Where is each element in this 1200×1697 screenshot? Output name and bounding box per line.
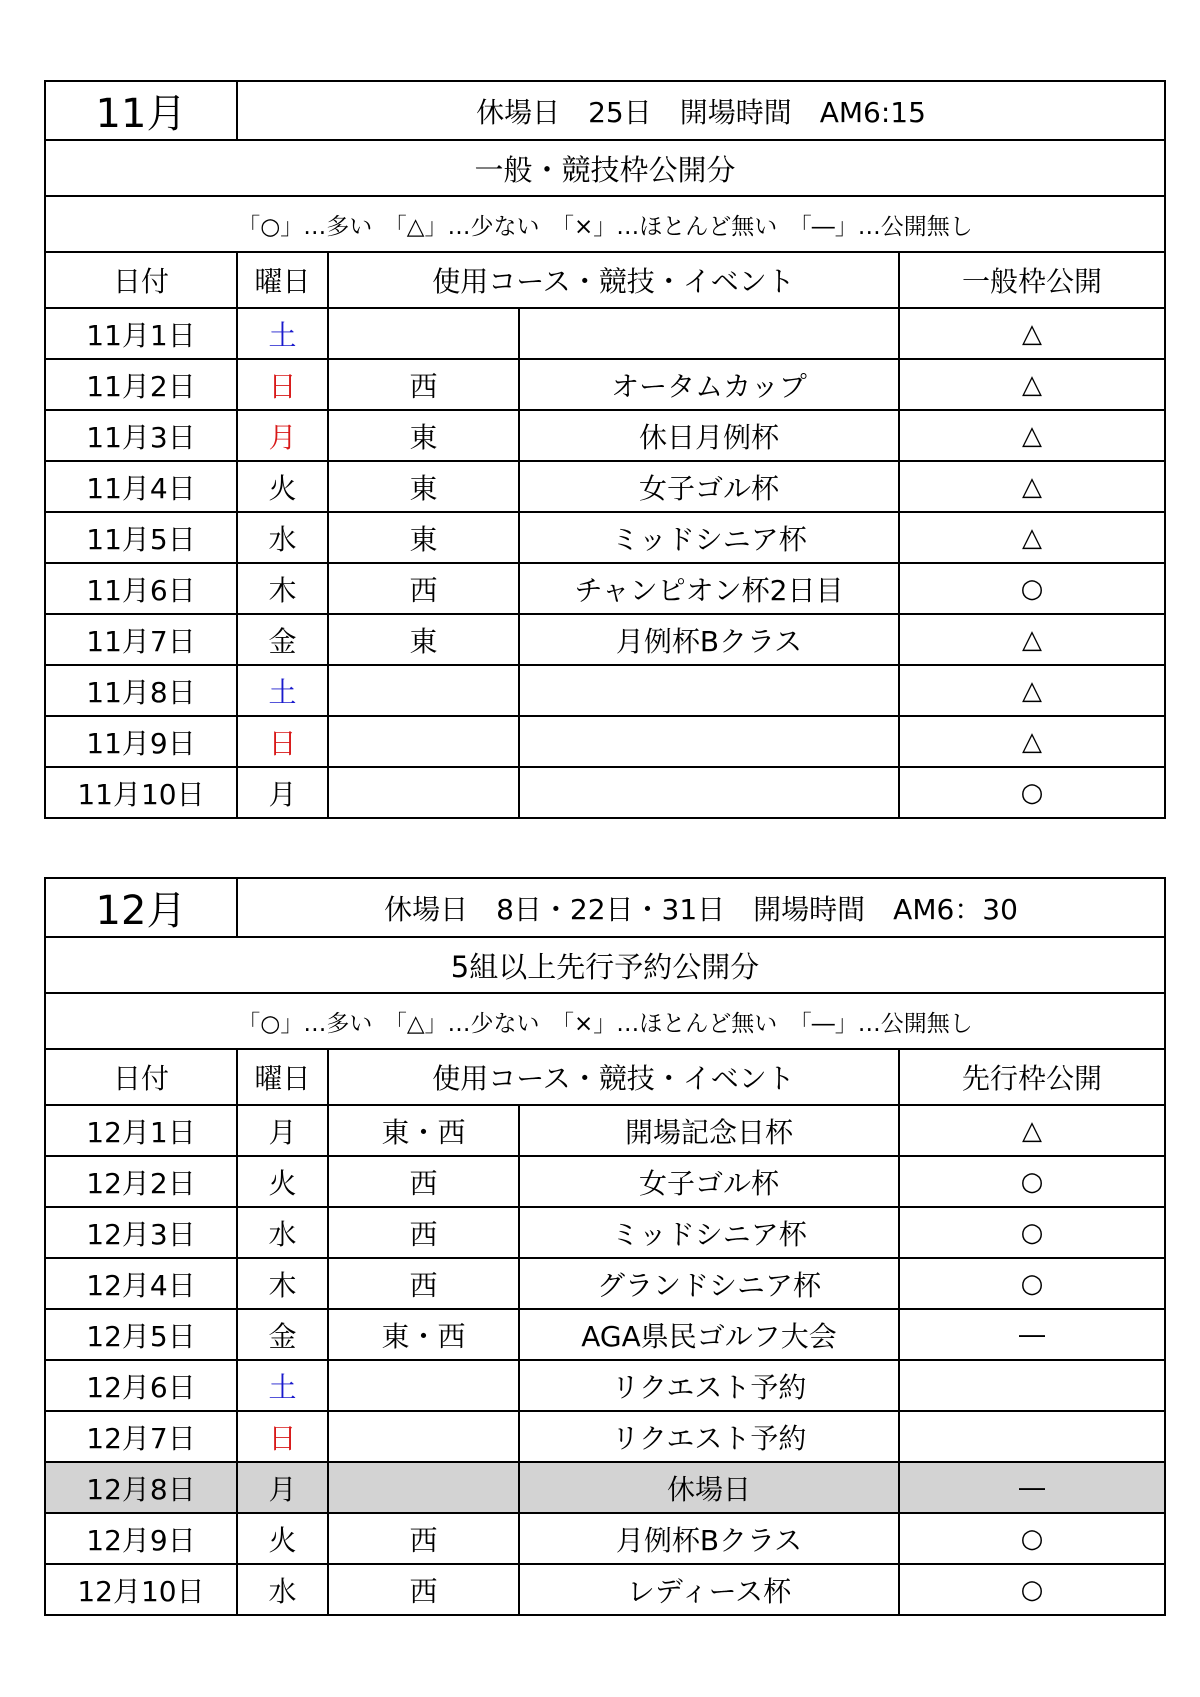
table-row bbox=[45, 410, 1165, 461]
weekday-cell: 水 bbox=[237, 512, 328, 563]
availability-cell: △ bbox=[899, 359, 1165, 410]
weekday-cell: 日 bbox=[237, 359, 328, 410]
weekday-cell: 水 bbox=[237, 1564, 328, 1615]
table-row bbox=[45, 359, 1165, 410]
availability-cell: ○ bbox=[899, 1258, 1165, 1309]
course-cell: 東・西 bbox=[328, 1309, 519, 1360]
weekday-cell: 土 bbox=[237, 665, 328, 716]
weekday-cell: 土 bbox=[237, 1360, 328, 1411]
november-schedule-table bbox=[44, 80, 1166, 819]
date-cell: 11月3日 bbox=[45, 410, 237, 461]
course-cell: 西 bbox=[328, 1156, 519, 1207]
availability-cell: ― bbox=[899, 1462, 1165, 1513]
event-cell: リクエスト予約 bbox=[519, 1411, 899, 1462]
date-cell: 12月1日 bbox=[45, 1105, 237, 1156]
weekday-cell: 金 bbox=[237, 614, 328, 665]
date-cell: 12月2日 bbox=[45, 1156, 237, 1207]
table-row bbox=[45, 512, 1165, 563]
table-row bbox=[45, 1513, 1165, 1564]
date-cell: 11月8日 bbox=[45, 665, 237, 716]
course-cell bbox=[328, 767, 519, 818]
header-course-event: 使用コース・競技・イベント bbox=[328, 252, 899, 308]
table-row bbox=[45, 1156, 1165, 1207]
table-row bbox=[45, 716, 1165, 767]
event-cell: レディース杯 bbox=[519, 1564, 899, 1615]
course-cell: 東 bbox=[328, 461, 519, 512]
weekday-cell: 日 bbox=[237, 716, 328, 767]
date-cell: 12月9日 bbox=[45, 1513, 237, 1564]
table-row bbox=[45, 1462, 1165, 1513]
course-cell: 東 bbox=[328, 614, 519, 665]
availability-cell: △ bbox=[899, 512, 1165, 563]
section-subtitle: 一般・競技枠公開分 bbox=[45, 140, 1165, 196]
date-cell: 12月7日 bbox=[45, 1411, 237, 1462]
header-date: 日付 bbox=[45, 1049, 237, 1105]
table-row bbox=[45, 563, 1165, 614]
table-row bbox=[45, 461, 1165, 512]
month-info: 休場日 25日 開場時間 AM6:15 bbox=[237, 81, 1165, 140]
header-course-event: 使用コース・競技・イベント bbox=[328, 1049, 899, 1105]
course-cell: 西 bbox=[328, 563, 519, 614]
course-cell: 東・西 bbox=[328, 1105, 519, 1156]
course-cell: 東 bbox=[328, 410, 519, 461]
month-title: 12月 bbox=[45, 878, 237, 937]
date-cell: 12月6日 bbox=[45, 1360, 237, 1411]
event-cell bbox=[519, 716, 899, 767]
weekday-cell: 金 bbox=[237, 1309, 328, 1360]
availability-cell bbox=[899, 1411, 1165, 1462]
date-cell: 12月5日 bbox=[45, 1309, 237, 1360]
december-schedule-table bbox=[44, 877, 1166, 1616]
event-cell: ミッドシニア杯 bbox=[519, 1207, 899, 1258]
table-row bbox=[45, 665, 1165, 716]
weekday-cell: 火 bbox=[237, 1156, 328, 1207]
course-cell: 東 bbox=[328, 512, 519, 563]
course-cell: 西 bbox=[328, 1564, 519, 1615]
availability-cell: △ bbox=[899, 614, 1165, 665]
event-cell: 女子ゴル杯 bbox=[519, 1156, 899, 1207]
availability-cell: ○ bbox=[899, 1564, 1165, 1615]
event-cell bbox=[519, 308, 899, 359]
event-cell: ミッドシニア杯 bbox=[519, 512, 899, 563]
course-cell: 西 bbox=[328, 359, 519, 410]
event-cell: グランドシニア杯 bbox=[519, 1258, 899, 1309]
course-cell: 西 bbox=[328, 1513, 519, 1564]
weekday-cell: 木 bbox=[237, 1258, 328, 1309]
month-title: 11月 bbox=[45, 81, 237, 140]
table-row bbox=[45, 767, 1165, 818]
availability-cell: ○ bbox=[899, 767, 1165, 818]
course-cell bbox=[328, 1411, 519, 1462]
table-row bbox=[45, 614, 1165, 665]
weekday-cell: 月 bbox=[237, 1462, 328, 1513]
availability-cell: △ bbox=[899, 410, 1165, 461]
table-row bbox=[45, 1309, 1165, 1360]
month-info: 休場日 8日・22日・31日 開場時間 AM6：30 bbox=[237, 878, 1165, 937]
availability-cell: △ bbox=[899, 461, 1165, 512]
date-cell: 11月5日 bbox=[45, 512, 237, 563]
availability-cell: ○ bbox=[899, 1207, 1165, 1258]
course-cell: 西 bbox=[328, 1207, 519, 1258]
event-cell: オータムカップ bbox=[519, 359, 899, 410]
header-day: 曜日 bbox=[237, 252, 328, 308]
event-cell: 休日月例杯 bbox=[519, 410, 899, 461]
table-row bbox=[45, 1258, 1165, 1309]
date-cell: 11月7日 bbox=[45, 614, 237, 665]
availability-cell: △ bbox=[899, 308, 1165, 359]
availability-cell: △ bbox=[899, 716, 1165, 767]
table-row bbox=[45, 1105, 1165, 1156]
header-public: 一般枠公開 bbox=[899, 252, 1165, 308]
date-cell: 12月10日 bbox=[45, 1564, 237, 1615]
event-cell bbox=[519, 665, 899, 716]
date-cell: 11月10日 bbox=[45, 767, 237, 818]
course-cell bbox=[328, 1360, 519, 1411]
weekday-cell: 月 bbox=[237, 767, 328, 818]
event-cell: 休場日 bbox=[519, 1462, 899, 1513]
date-cell: 11月2日 bbox=[45, 359, 237, 410]
weekday-cell: 土 bbox=[237, 308, 328, 359]
availability-cell: △ bbox=[899, 1105, 1165, 1156]
availability-cell bbox=[899, 1360, 1165, 1411]
weekday-cell: 水 bbox=[237, 1207, 328, 1258]
availability-cell: △ bbox=[899, 665, 1165, 716]
header-day: 曜日 bbox=[237, 1049, 328, 1105]
weekday-cell: 月 bbox=[237, 410, 328, 461]
event-cell bbox=[519, 767, 899, 818]
event-cell: 月例杯Bクラス bbox=[519, 614, 899, 665]
event-cell: 開場記念日杯 bbox=[519, 1105, 899, 1156]
date-cell: 12月4日 bbox=[45, 1258, 237, 1309]
table-row bbox=[45, 1360, 1165, 1411]
weekday-cell: 火 bbox=[237, 461, 328, 512]
table-row bbox=[45, 1411, 1165, 1462]
date-cell: 11月4日 bbox=[45, 461, 237, 512]
date-cell: 11月9日 bbox=[45, 716, 237, 767]
table-row bbox=[45, 308, 1165, 359]
header-date: 日付 bbox=[45, 252, 237, 308]
table-row bbox=[45, 1564, 1165, 1615]
weekday-cell: 月 bbox=[237, 1105, 328, 1156]
symbol-legend: 「○」…多い 「△」…少ない 「×」…ほとんど無い 「―」…公開無し bbox=[45, 196, 1165, 252]
date-cell: 12月8日 bbox=[45, 1462, 237, 1513]
availability-cell: ○ bbox=[899, 563, 1165, 614]
availability-cell: ○ bbox=[899, 1513, 1165, 1564]
event-cell: リクエスト予約 bbox=[519, 1360, 899, 1411]
table-row bbox=[45, 1207, 1165, 1258]
availability-cell: ○ bbox=[899, 1156, 1165, 1207]
date-cell: 11月6日 bbox=[45, 563, 237, 614]
event-cell: チャンピオン杯2日目 bbox=[519, 563, 899, 614]
date-cell: 12月3日 bbox=[45, 1207, 237, 1258]
availability-cell: ― bbox=[899, 1309, 1165, 1360]
course-cell bbox=[328, 665, 519, 716]
event-cell: 月例杯Bクラス bbox=[519, 1513, 899, 1564]
course-cell bbox=[328, 1462, 519, 1513]
course-cell bbox=[328, 308, 519, 359]
weekday-cell: 日 bbox=[237, 1411, 328, 1462]
course-cell: 西 bbox=[328, 1258, 519, 1309]
date-cell: 11月1日 bbox=[45, 308, 237, 359]
event-cell: 女子ゴル杯 bbox=[519, 461, 899, 512]
weekday-cell: 木 bbox=[237, 563, 328, 614]
weekday-cell: 火 bbox=[237, 1513, 328, 1564]
event-cell: AGA県民ゴルフ大会 bbox=[519, 1309, 899, 1360]
symbol-legend: 「○」…多い 「△」…少ない 「×」…ほとんど無い 「―」…公開無し bbox=[45, 993, 1165, 1049]
header-public: 先行枠公開 bbox=[899, 1049, 1165, 1105]
section-subtitle: 5組以上先行予約公開分 bbox=[45, 937, 1165, 993]
course-cell bbox=[328, 716, 519, 767]
